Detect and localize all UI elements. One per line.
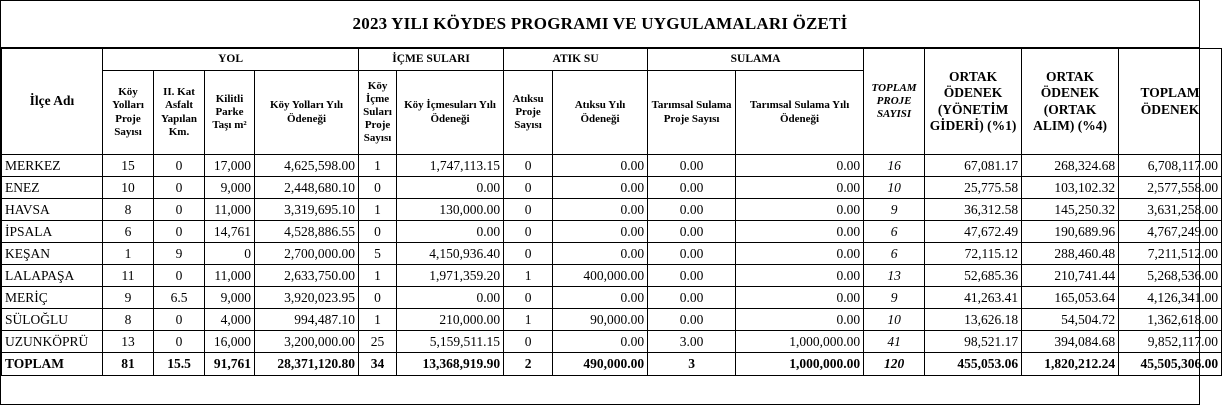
cell-atiksu-odenek: 0.00 xyxy=(553,287,648,309)
cell-koy-yollari-odenek: 3,319,695.10 xyxy=(255,199,359,221)
cell-ilce: MERKEZ xyxy=(2,155,103,177)
cell-atiksu-odenek: 0.00 xyxy=(553,199,648,221)
cell-koy-yollari-proje: 11 xyxy=(103,265,154,287)
cell-koy-yollari-odenek: 3,200,000.00 xyxy=(255,331,359,353)
cell-atiksu-proje: 0 xyxy=(504,221,553,243)
cell-ilce: HAVSA xyxy=(2,199,103,221)
cell-sulama-proje: 0.00 xyxy=(648,155,736,177)
cell-ortak-yonetim: 36,312.58 xyxy=(925,199,1022,221)
cell-atiksu-proje: 0 xyxy=(504,331,553,353)
cell-sulama-odenek: 0.00 xyxy=(736,243,864,265)
cell-ortak-yonetim: 25,775.58 xyxy=(925,177,1022,199)
cell-asfalt-km: 0 xyxy=(154,177,205,199)
header-group-yol: YOL xyxy=(103,49,359,71)
cell-ilce: LALAPAŞA xyxy=(2,265,103,287)
cell-toplam-odenek: 4,126,341.00 xyxy=(1119,287,1222,309)
cell-icme-proje: 1 xyxy=(359,265,397,287)
cell-atiksu-proje: 1 xyxy=(504,265,553,287)
cell-icme-proje: 0 xyxy=(359,221,397,243)
cell-toplam-odenek: 2,577,558.00 xyxy=(1119,177,1222,199)
cell-koy-yollari-proje: 1 xyxy=(103,243,154,265)
cell-atiksu-odenek: 0.00 xyxy=(553,243,648,265)
report-title: 2023 YILI KÖYDES PROGRAMI VE UYGULAMALARI ÖZETİ xyxy=(1,1,1199,48)
cell-toplam-proje: 16 xyxy=(864,155,925,177)
cell-kilitli-parke: 91,761 xyxy=(205,353,255,376)
cell-koy-yollari-proje: 9 xyxy=(103,287,154,309)
cell-icme-proje: 1 xyxy=(359,309,397,331)
cell-koy-yollari-proje: 15 xyxy=(103,155,154,177)
cell-toplam-proje: 9 xyxy=(864,199,925,221)
cell-toplam-proje: 120 xyxy=(864,353,925,376)
cell-sulama-proje: 0.00 xyxy=(648,177,736,199)
cell-asfalt-km: 0 xyxy=(154,309,205,331)
cell-icme-proje: 0 xyxy=(359,177,397,199)
cell-sulama-proje: 0.00 xyxy=(648,221,736,243)
table-row xyxy=(2,199,1222,221)
cell-ilce: ENEZ xyxy=(2,177,103,199)
cell-kilitli-parke: 9,000 xyxy=(205,177,255,199)
cell-atiksu-proje: 0 xyxy=(504,287,553,309)
cell-koy-yollari-odenek: 3,920,023.95 xyxy=(255,287,359,309)
cell-sulama-odenek: 0.00 xyxy=(736,155,864,177)
cell-atiksu-odenek: 490,000.00 xyxy=(553,353,648,376)
cell-sulama-proje: 3 xyxy=(648,353,736,376)
cell-kilitli-parke: 17,000 xyxy=(205,155,255,177)
subheader-koy-yollari-odenek: Köy Yolları Yılı Ödeneği xyxy=(255,71,359,155)
table-row xyxy=(2,287,1222,309)
cell-koy-yollari-proje: 10 xyxy=(103,177,154,199)
cell-toplam-odenek: 3,631,258.00 xyxy=(1119,199,1222,221)
table-row xyxy=(2,177,1222,199)
cell-ortak-alim: 190,689.96 xyxy=(1022,221,1119,243)
header-ilce: İlçe Adı xyxy=(2,49,103,155)
cell-toplam-odenek: 5,268,536.00 xyxy=(1119,265,1222,287)
cell-icme-proje: 5 xyxy=(359,243,397,265)
cell-koy-yollari-odenek: 2,448,680.10 xyxy=(255,177,359,199)
cell-toplam-proje: 9 xyxy=(864,287,925,309)
cell-toplam-proje: 13 xyxy=(864,265,925,287)
cell-sulama-odenek: 0.00 xyxy=(736,265,864,287)
summary-table xyxy=(1,48,1222,376)
cell-toplam-odenek: 6,708,117.00 xyxy=(1119,155,1222,177)
cell-ortak-alim: 1,820,212.24 xyxy=(1022,353,1119,376)
cell-ortak-yonetim: 455,053.06 xyxy=(925,353,1022,376)
cell-ortak-alim: 165,053.64 xyxy=(1022,287,1119,309)
table-row xyxy=(2,243,1222,265)
cell-atiksu-odenek: 0.00 xyxy=(553,331,648,353)
cell-atiksu-proje: 0 xyxy=(504,199,553,221)
cell-sulama-odenek: 0.00 xyxy=(736,287,864,309)
cell-kilitli-parke: 4,000 xyxy=(205,309,255,331)
cell-ortak-yonetim: 67,081.17 xyxy=(925,155,1022,177)
cell-toplam-odenek: 7,211,512.00 xyxy=(1119,243,1222,265)
subheader-atiksu-proje: Atıksu Proje Sayısı xyxy=(504,71,553,155)
cell-atiksu-proje: 0 xyxy=(504,243,553,265)
cell-sulama-odenek: 0.00 xyxy=(736,199,864,221)
cell-kilitli-parke: 14,761 xyxy=(205,221,255,243)
cell-atiksu-proje: 2 xyxy=(504,353,553,376)
cell-asfalt-km: 15.5 xyxy=(154,353,205,376)
cell-icme-proje: 25 xyxy=(359,331,397,353)
cell-koy-yollari-odenek: 4,528,886.55 xyxy=(255,221,359,243)
header-group-sulama: SULAMA xyxy=(648,49,864,71)
cell-icme-odenek: 1,747,113.15 xyxy=(397,155,504,177)
cell-ortak-yonetim: 47,672.49 xyxy=(925,221,1022,243)
cell-toplam-odenek: 9,852,117.00 xyxy=(1119,331,1222,353)
header-toplam-odenek: TOPLAM ÖDENEK xyxy=(1119,49,1222,155)
cell-koy-yollari-odenek: 4,625,598.00 xyxy=(255,155,359,177)
subheader-koy-yollari-proje: Köy Yolları Proje Sayısı xyxy=(103,71,154,155)
cell-koy-yollari-proje: 8 xyxy=(103,199,154,221)
table-row xyxy=(2,309,1222,331)
cell-icme-proje: 1 xyxy=(359,199,397,221)
cell-toplam-proje: 10 xyxy=(864,309,925,331)
cell-sulama-odenek: 0.00 xyxy=(736,177,864,199)
total-row xyxy=(2,353,1222,376)
header-toplam-proje: TOPLAM PROJE SAYISI xyxy=(864,49,925,155)
cell-sulama-odenek: 0.00 xyxy=(736,221,864,243)
cell-icme-proje: 1 xyxy=(359,155,397,177)
header-group-icme: İÇME SULARI xyxy=(359,49,504,71)
cell-ortak-yonetim: 72,115.12 xyxy=(925,243,1022,265)
cell-kilitli-parke: 11,000 xyxy=(205,265,255,287)
cell-atiksu-odenek: 0.00 xyxy=(553,177,648,199)
cell-koy-yollari-proje: 81 xyxy=(103,353,154,376)
header-ortak-yonetim: ORTAK ÖDENEK (YÖNETİM GİDERİ) (%1) xyxy=(925,49,1022,155)
cell-asfalt-km: 0 xyxy=(154,199,205,221)
cell-ortak-yonetim: 52,685.36 xyxy=(925,265,1022,287)
cell-ilce: SÜLOĞLU xyxy=(2,309,103,331)
header-ortak-alim: ORTAK ÖDENEK (ORTAK ALIM) (%4) xyxy=(1022,49,1119,155)
cell-sulama-proje: 0.00 xyxy=(648,243,736,265)
cell-sulama-proje: 0.00 xyxy=(648,199,736,221)
cell-asfalt-km: 9 xyxy=(154,243,205,265)
subheader-icme-odenek: Köy İçmesuları Yılı Ödeneği xyxy=(397,71,504,155)
cell-icme-odenek: 130,000.00 xyxy=(397,199,504,221)
cell-atiksu-odenek: 90,000.00 xyxy=(553,309,648,331)
cell-koy-yollari-proje: 8 xyxy=(103,309,154,331)
subheader-kilitli-parke: Kilitli Parke Taşı m² xyxy=(205,71,255,155)
cell-sulama-proje: 3.00 xyxy=(648,331,736,353)
cell-icme-odenek: 4,150,936.40 xyxy=(397,243,504,265)
cell-kilitli-parke: 9,000 xyxy=(205,287,255,309)
cell-atiksu-odenek: 0.00 xyxy=(553,221,648,243)
cell-toplam-proje: 41 xyxy=(864,331,925,353)
cell-kilitli-parke: 11,000 xyxy=(205,199,255,221)
cell-kilitli-parke: 0 xyxy=(205,243,255,265)
table-row xyxy=(2,331,1222,353)
header-group-atik: ATIK SU xyxy=(504,49,648,71)
cell-atiksu-proje: 0 xyxy=(504,155,553,177)
cell-ortak-alim: 268,324.68 xyxy=(1022,155,1119,177)
cell-icme-odenek: 1,971,359.20 xyxy=(397,265,504,287)
cell-toplam-proje: 6 xyxy=(864,243,925,265)
cell-koy-yollari-odenek: 2,633,750.00 xyxy=(255,265,359,287)
cell-asfalt-km: 0 xyxy=(154,221,205,243)
cell-sulama-proje: 0.00 xyxy=(648,265,736,287)
cell-koy-yollari-odenek: 28,371,120.80 xyxy=(255,353,359,376)
cell-icme-proje: 34 xyxy=(359,353,397,376)
cell-ortak-alim: 210,741.44 xyxy=(1022,265,1119,287)
cell-asfalt-km: 0 xyxy=(154,331,205,353)
table-row xyxy=(2,221,1222,243)
cell-ilce: MERİÇ xyxy=(2,287,103,309)
cell-icme-odenek: 5,159,511.15 xyxy=(397,331,504,353)
cell-asfalt-km: 0 xyxy=(154,265,205,287)
cell-ortak-alim: 103,102.32 xyxy=(1022,177,1119,199)
cell-sulama-proje: 0.00 xyxy=(648,309,736,331)
cell-icme-odenek: 0.00 xyxy=(397,287,504,309)
cell-toplam-odenek: 1,362,618.00 xyxy=(1119,309,1222,331)
cell-toplam-proje: 6 xyxy=(864,221,925,243)
cell-icme-odenek: 210,000.00 xyxy=(397,309,504,331)
cell-sulama-odenek: 1,000,000.00 xyxy=(736,353,864,376)
cell-koy-yollari-odenek: 2,700,000.00 xyxy=(255,243,359,265)
cell-ortak-alim: 54,504.72 xyxy=(1022,309,1119,331)
table-row xyxy=(2,155,1222,177)
cell-ortak-yonetim: 13,626.18 xyxy=(925,309,1022,331)
cell-icme-odenek: 0.00 xyxy=(397,177,504,199)
cell-ortak-yonetim: 41,263.41 xyxy=(925,287,1022,309)
cell-sulama-odenek: 0.00 xyxy=(736,309,864,331)
cell-kilitli-parke: 16,000 xyxy=(205,331,255,353)
subheader-icme-proje: Köy İçme Suları Proje Sayısı xyxy=(359,71,397,155)
cell-koy-yollari-odenek: 994,487.10 xyxy=(255,309,359,331)
cell-atiksu-proje: 1 xyxy=(504,309,553,331)
table-body xyxy=(2,155,1222,376)
cell-asfalt-km: 0 xyxy=(154,155,205,177)
cell-toplam-odenek: 4,767,249.00 xyxy=(1119,221,1222,243)
cell-toplam-odenek: 45,505,306.00 xyxy=(1119,353,1222,376)
subheader-sulama-odenek: Tarımsal Sulama Yılı Ödeneği xyxy=(736,71,864,155)
cell-ortak-yonetim: 98,521.17 xyxy=(925,331,1022,353)
cell-ortak-alim: 394,084.68 xyxy=(1022,331,1119,353)
cell-icme-proje: 0 xyxy=(359,287,397,309)
cell-sulama-proje: 0.00 xyxy=(648,287,736,309)
cell-koy-yollari-proje: 6 xyxy=(103,221,154,243)
cell-sulama-odenek: 1,000,000.00 xyxy=(736,331,864,353)
cell-toplam-proje: 10 xyxy=(864,177,925,199)
cell-atiksu-odenek: 0.00 xyxy=(553,155,648,177)
cell-atiksu-proje: 0 xyxy=(504,177,553,199)
subheader-asfalt-km: II. Kat Asfalt Yapılan Km. xyxy=(154,71,205,155)
subheader-sulama-proje: Tarımsal Sulama Proje Sayısı xyxy=(648,71,736,155)
table-row xyxy=(2,265,1222,287)
cell-icme-odenek: 13,368,919.90 xyxy=(397,353,504,376)
cell-ortak-alim: 288,460.48 xyxy=(1022,243,1119,265)
cell-ilce: KEŞAN xyxy=(2,243,103,265)
cell-atiksu-odenek: 400,000.00 xyxy=(553,265,648,287)
cell-koy-yollari-proje: 13 xyxy=(103,331,154,353)
cell-asfalt-km: 6.5 xyxy=(154,287,205,309)
cell-ilce: UZUNKÖPRÜ xyxy=(2,331,103,353)
cell-ortak-alim: 145,250.32 xyxy=(1022,199,1119,221)
subheader-atiksu-odenek: Atıksu Yılı Ödeneği xyxy=(553,71,648,155)
cell-icme-odenek: 0.00 xyxy=(397,221,504,243)
cell-ilce: TOPLAM xyxy=(2,353,103,376)
cell-ilce: İPSALA xyxy=(2,221,103,243)
